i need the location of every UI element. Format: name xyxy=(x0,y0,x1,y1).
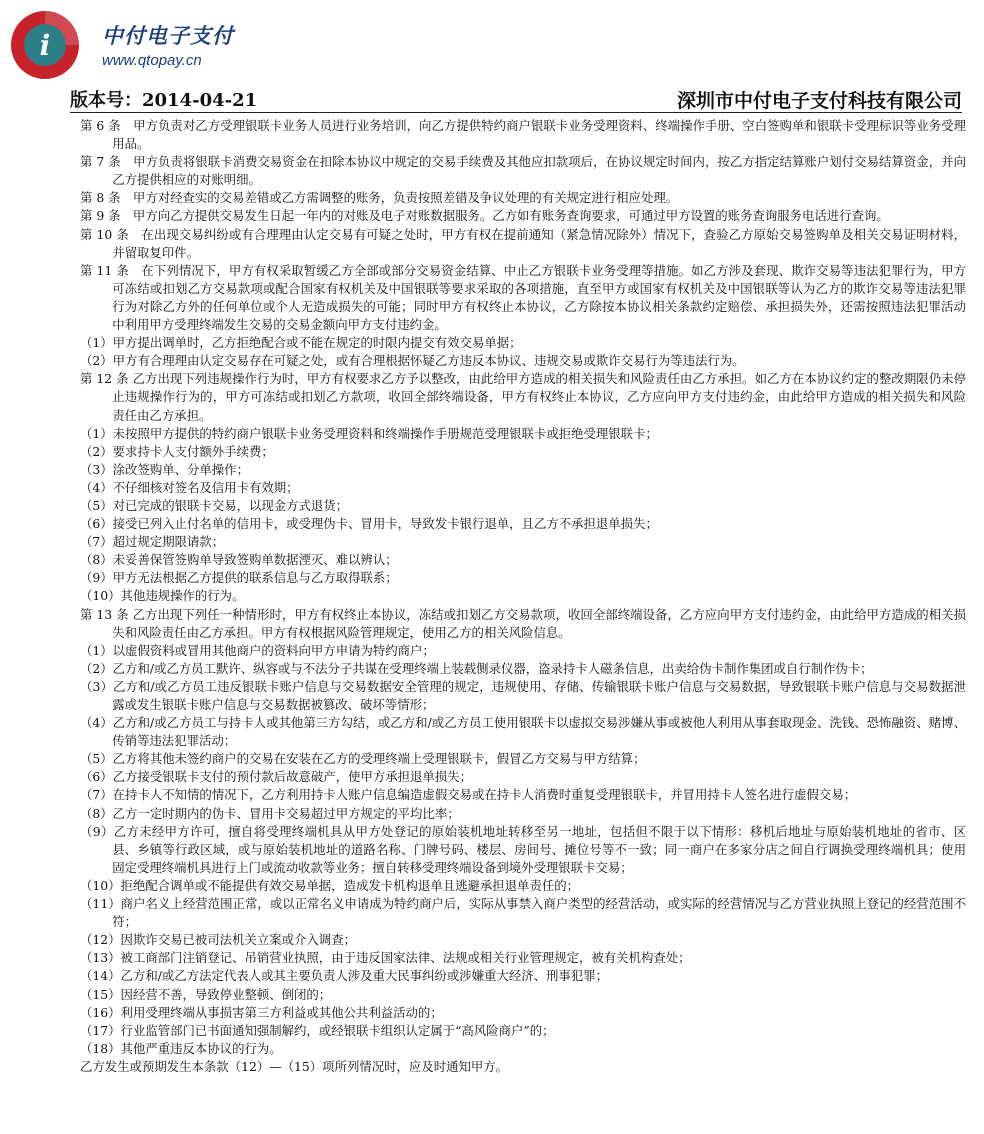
list-item: （1）以虚假资料或冒用其他商户的资料向甲方申请为特约商户； xyxy=(80,642,435,658)
brand-url[interactable]: www.qtopay.cn xyxy=(102,52,202,69)
list-item: （7）超过规定期限请款； xyxy=(80,534,225,550)
list-item: （17）行业监管部门已书面通知强制解约，或经银联卡组织认定属于“高风险商户”的； xyxy=(80,1022,555,1038)
article-paragraph: 第 11 条 在下列情况下，甲方有权采取暂缓乙方全部或部分交易资金结算、中止乙方银联卡业务受理等措施。如乙方涉及套现、欺诈交易等违法犯罪行为，甲方可冻结或扣划乙方交易款项或配合国家有权机关及中国银联等要求采取的各项措施，直至甲方或国家有权机关及中国银联等认为乙方的欺诈交易等违法犯罪行为对除乙方外的任何单位或个人无造成损失的可能；同时甲方有权终止本协议，乙方除按本协议相关条款约定赔偿、承担损失外，还需按照违法犯罪活动中利用甲方受理终端发生交易的交易金额向甲方支付违约金。 xyxy=(80,262,966,333)
list-item: （15）因经营不善，导致停业整顿、倒闭的； xyxy=(80,986,332,1002)
list-item: （8）未妥善保管签购单导致签购单数据湮灭、难以辨认； xyxy=(80,552,398,568)
list-item: （3）乙方和/或乙方员工违反银联卡账户信息与交易数据安全管理的规定，违规使用、存储、传输银联卡账户信息与交易数据，导致银联卡账户信息与交易数据泄露或发生银联卡账户信息与交易数据被篡改、破坏等情形； xyxy=(80,678,966,712)
list-item: （3）涂改签购单、分单操作； xyxy=(80,461,249,477)
article-paragraph: 第 13 条 乙方出现下列任一种情形时，甲方有权终止本协议，冻结或扣划乙方交易款项，收回全部终端设备，乙方应向甲方支付违约金，由此给甲方造成的相关损失和风险责任由乙方承担。甲方有权根据风险管理规定，使用乙方的相关风险信息。 xyxy=(80,606,966,640)
article-paragraph: 第 8 条 甲方对经查实的交易差错或乙方需调整的账务，负责按照差错及争议处理的有关规定进行相应处理。 xyxy=(80,190,679,206)
info-i-icon xyxy=(10,10,80,80)
article-paragraph: 第 7 条 甲方负责将银联卡消费交易资金在扣除本协议中规定的交易手续费及其他应扣款项后，在协议规定时间内，按乙方指定结算账户划付交易结算资金，并向乙方提供相应的对账明细。 xyxy=(80,154,966,188)
agreement-body xyxy=(80,117,966,1076)
article-paragraph: 第 12 条 乙方出现下列违规操作行为时，甲方有权要求乙方予以整改，由此给甲方造成的相关损失和风险责任由乙方承担。如乙方在本协议约定的整改期限仍未停止违规操作行为的，甲方可冻结或扣划乙方款项，收回全部终端设备，甲方有权终止本协议，乙方应向甲方支付违约金，由此给甲方造成的相关损失和风险责任由乙方承担。 xyxy=(80,371,966,423)
brand-name: 中付电子支付 xyxy=(102,24,234,48)
list-item: （4）乙方和/或乙方员工与持卡人或其他第三方勾结，或乙方和/或乙方员工使用银联卡以虚拟交易涉嫌从事或被他人利用从事套取现金、洗钱、恐怖融资、赌博、传销等违法犯罪活动； xyxy=(80,715,966,749)
logo-letter: i xyxy=(39,29,51,62)
list-item: （14）乙方和/或乙方法定代表人或其主要负责人涉及重大民事纠纷或涉嫌重大经济、刑事犯罪； xyxy=(80,968,608,984)
list-item: （5）对已完成的银联卡交易，以现金方式退货； xyxy=(80,497,349,513)
list-item: （16）利用受理终端从事损害第三方利益或其他公共利益活动的； xyxy=(80,1004,443,1020)
list-item: （2）乙方和/或乙方员工默许、纵容或与不法分子共谋在受理终端上装载侧录仪器，盗录持卡人磁条信息，出卖给伪卡制作集团或自行制作伪卡； xyxy=(80,660,873,676)
list-item: （9）甲方无法根据乙方提供的联系信息与乙方取得联系； xyxy=(80,570,398,586)
list-item: （6）接受已列入止付名单的信用卡，或受理伪卡、冒用卡，导致发卡银行退单，且乙方不承担退单损失； xyxy=(80,516,658,532)
list-item: （10）拒绝配合调单或不能提供有效交易单据，造成发卡机构退单且逃避承担退单责任的； xyxy=(80,877,580,893)
list-item: （2）甲方有合理理由认定交易存在可疑之处，或有合理根据怀疑乙方违反本协议、违规交易或欺诈交易行为等违法行为。 xyxy=(80,353,745,369)
version-label: 版本号：2014-04-21 xyxy=(70,90,258,111)
list-item: （7）在持卡人不知情的情况下，乙方利用持卡人账户信息编造虚假交易或在持卡人消费时重复受理银联卡，并冒用持卡人签名进行虚假交易； xyxy=(80,787,857,803)
list-item: （4）不仔细核对签名及信用卡有效期； xyxy=(80,479,299,495)
company-logo xyxy=(10,10,80,80)
list-item: （11）商户名义上经营范围正常，或以正常名义申请成为特约商户后，实际从事禁入商户类型的经营活动，或实际的经营情况与乙方营业执照上登记的经营范围不符； xyxy=(80,896,966,930)
list-item: （6）乙方接受银联卡支付的预付款后故意破产，使甲方承担退单损失； xyxy=(80,769,472,785)
closing-paragraph: 乙方发生或预期发生本条款（12）—（15）项所列情况时，应及时通知甲方。 xyxy=(80,1058,509,1074)
list-item: （12）因欺诈交易已被司法机关立案或介入调查； xyxy=(80,932,356,948)
list-item: （2）要求持卡人支付额外手续费； xyxy=(80,443,274,459)
list-item: （5）乙方将其他未签约商户的交易在安装在乙方的受理终端上受理银联卡，假冒乙方交易与甲方结算； xyxy=(80,751,646,767)
article-paragraph: 第 6 条 甲方负责对乙方受理银联卡业务人员进行业务培训，向乙方提供特约商户银联卡业务受理资料、终端操作手册、空白签购单和银联卡受理标识等业务受理用品。 xyxy=(80,118,966,152)
list-item: （9）乙方未经甲方许可，擅自将受理终端机具从甲方处登记的原始装机地址转移至另一地址，包括但不限于以下情形：移机后地址与原始装机地址的省市、区县、乡镇等行政区域，或与原始装机地址的道路名称、门牌号码、楼层、房间号、摊位号等不一致；同一商户在多家分店之间自行调换受理终端机具；使用固定受理终端机具进行上门或流动收款等业务；擅自转移受理终端设备到境外受理银联卡交易； xyxy=(80,823,966,875)
list-item: （13）被工商部门注销登记、吊销营业执照，由于违反国家法律、法规或相关行业管理规定，被有关机构查处； xyxy=(80,950,691,966)
list-item: （8）乙方一定时期内的伪卡、冒用卡交易超过甲方规定的平均比率； xyxy=(80,805,460,821)
header-divider xyxy=(70,112,962,113)
article-paragraph: 第 10 条 在出现交易纠纷或有合理理由认定交易有可疑之处时，甲方有权在提前通知（紧急情况除外）情况下，查验乙方原始交易签购单及相关交易证明材料，并留取复印件。 xyxy=(80,226,966,260)
list-item: （18）其他严重违反本协议的行为。 xyxy=(80,1040,282,1056)
article-paragraph: 第 9 条 甲方向乙方提供交易发生日起一年内的对账及电子对账数据服务。乙方如有账务查询要求，可通过甲方设置的账务查询服务电话进行查询。 xyxy=(80,208,889,224)
list-item: （10）其他违规操作的行为。 xyxy=(80,588,245,604)
list-item: （1）甲方提出调单时，乙方拒绝配合或不能在规定的时限内提交有效交易单据； xyxy=(80,335,522,351)
company-name: 深圳市中付电子支付科技有限公司 xyxy=(676,90,962,112)
list-item: （1）未按照甲方提供的特约商户银联卡业务受理资料和终端操作手册规范受理银联卡或拒绝受理银联卡； xyxy=(80,425,658,441)
